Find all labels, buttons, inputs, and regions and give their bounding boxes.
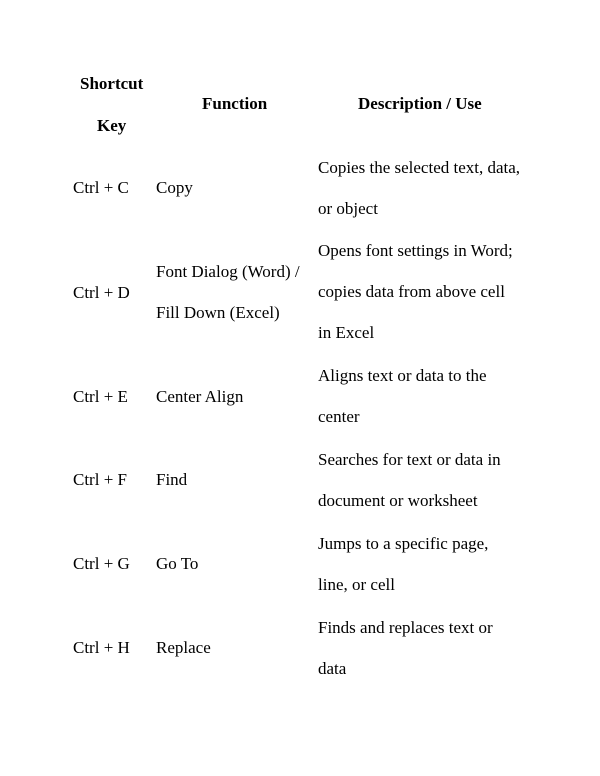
row-description-line: or object xyxy=(318,199,378,218)
row-description-line: Finds and replaces text or xyxy=(318,618,493,637)
row-key: Ctrl + D xyxy=(73,283,130,302)
header-description: Description / Use xyxy=(358,94,482,113)
row-key: Ctrl + G xyxy=(73,554,130,573)
row-description-line: Aligns text or data to the xyxy=(318,366,487,385)
row-description-line: copies data from above cell xyxy=(318,282,505,301)
row-key: Ctrl + C xyxy=(73,178,129,197)
row-description-line: Searches for text or data in xyxy=(318,450,501,469)
row-description-line: Opens font settings in Word; xyxy=(318,241,513,260)
row-description xyxy=(318,241,513,343)
row-description-line: document or worksheet xyxy=(318,491,478,510)
row-key: Ctrl + H xyxy=(73,638,130,657)
row-description xyxy=(318,618,493,679)
row-function-line: Fill Down (Excel) xyxy=(156,303,280,322)
row-function: Go To xyxy=(156,554,199,573)
row-description xyxy=(318,534,488,595)
row-description-line: line, or cell xyxy=(318,575,395,594)
header-shortcut-key-line2: Key xyxy=(97,116,127,135)
row-description-line: in Excel xyxy=(318,323,375,342)
row-description-line: center xyxy=(318,407,360,426)
row-description-line: Copies the selected text, data, xyxy=(318,158,521,177)
row-description xyxy=(318,158,520,219)
row-function xyxy=(156,262,300,323)
row-description-line: data xyxy=(318,659,347,678)
row-function: Find xyxy=(156,470,188,489)
row-function-line: Font Dialog (Word) / xyxy=(156,262,300,281)
header-shortcut-key-line1: Shortcut xyxy=(80,74,144,93)
header-function: Function xyxy=(202,94,268,113)
row-description xyxy=(318,450,501,511)
row-description xyxy=(318,366,487,427)
row-key: Ctrl + F xyxy=(73,470,127,489)
row-key: Ctrl + E xyxy=(73,387,128,406)
row-function: Replace xyxy=(156,638,211,657)
row-function: Copy xyxy=(156,178,193,197)
row-function: Center Align xyxy=(156,387,244,406)
row-description-line: Jumps to a specific page, xyxy=(318,534,489,553)
